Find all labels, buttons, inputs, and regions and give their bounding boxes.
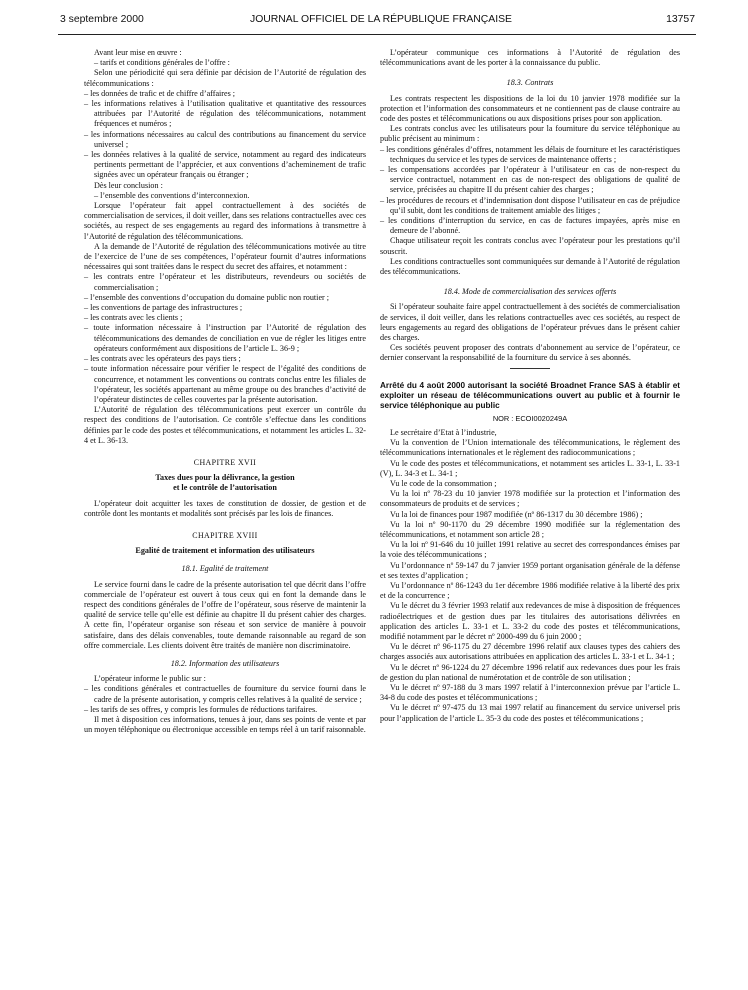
separator: [510, 368, 550, 369]
section-heading: 18.4. Mode de commercialisation des services offerts: [443, 287, 617, 297]
list-item: – les tarifs de ses offres, y compris les formules de réductions tarifaires.: [84, 704, 318, 714]
paragraph: Les contrats conclus avec les utilisateurs pour la fourniture du service téléphonique au public précisent au minimum :: [380, 124, 680, 144]
chapter-title: et le contrôle de l’autorisation: [173, 483, 277, 493]
paragraph: Vu la loi de finances pour 1987 modifiée (nº 86-1317 du 30 décembre 1986) ;: [390, 509, 643, 519]
paragraph: Le service fourni dans le cadre de la présente autorisation tel que décrit dans l’offre commerciale de l’opérateur est ouvert à tous ceux qui en font la demande dans le respect des conditions générales de l’offre de l’opérateur, sous réserve de maintenir la qualité de service telle qu’elle est définie au chapitre II du présent cahier des charges. A cette fin, l’opérateur organise son réseau et son service de manière à pouvoir satisfaire, dans des délais convenables, toute demande raisonnable au regard de son offre commerciale. Les clients doivent être traités de manière non discriminatoire.: [84, 579, 366, 650]
list-item: – l’ensemble des conventions d’interconnexion.: [94, 190, 250, 200]
paragraph: Vu l’ordonnance nº 86-1243 du 1er décembre 1986 modifiée relative à la liberté des prix et de la concurrence ;: [380, 580, 680, 601]
nor-reference: NOR : ECOI0020249A: [492, 413, 568, 423]
paragraph: L’Autorité de régulation des télécommunications peut exercer un contrôle du respect des conditions de l’autorisation. Ce contrôle s’effectue dans les conditions définies par le code des postes et télécommunications, et notamment les articles L. 32-4 et L. 36-13.: [84, 405, 366, 445]
list-item: – toute information nécessaire à l’instruction par l’Autorité de régulation des télécommunications des demandes de conciliation en vue de régler les litiges entre opérateurs conformément aux dispositions de l’article L. 36-9 ;: [84, 323, 366, 353]
paragraph: Vu la loi nº 78-23 du 10 janvier 1978 modifiée sur la protection et l’information des consommateurs de produits et de services ;: [380, 489, 680, 509]
section-heading: 18.2. Information des utilisateurs: [170, 658, 280, 668]
list-item: – les contrats entre l’opérateur et les distributeurs, revendeurs ou sociétés de commercialisation ;: [84, 272, 366, 292]
paragraph: Vu le code de la consommation ;: [390, 478, 497, 488]
paragraph: Vu le code des postes et télécommunications, et notamment ses articles L. 33-1, L. 33-1 (V), L. 34-3 et L. 34-1 ;: [380, 458, 680, 478]
paragraph: L’opérateur communique ces informations à l’Autorité de régulation des télécommunications avant de les porter à la connaissance du public.: [380, 48, 680, 68]
list-item: – les contrats avec les opérateurs des pays tiers ;: [84, 354, 241, 364]
paragraph: Avant leur mise en œuvre :: [94, 48, 182, 57]
paragraph: Vu le décret nº 97-475 du 13 mai 1997 relatif au financement du service universel pris pour l’application de l’article L. 35-3 du code des postes et télécommunications ;: [380, 703, 680, 723]
paragraph: Selon une périodicité qui sera définie par décision de l’Autorité de régulation des télécommunications :: [84, 68, 366, 88]
list-item: – les conventions de partage des infrastructures ;: [84, 303, 243, 313]
list-item: – les conditions générales d’offres, notamment les délais de fourniture et les caractéristiques techniques du service et les types de services de maintenance offerts ;: [380, 144, 680, 164]
chapter-title: Taxes dues pour la délivrance, la gestion: [155, 473, 295, 483]
list-item: – les données relatives à la qualité de service, notamment au regard des indicateurs pertinents permettant de l’apprécier, et aux conventions d’acheminement de trafic signées avec un opérateur français ou étranger ;: [84, 150, 366, 180]
paragraph: Vu la loi nº 90-1170 du 29 décembre 1990 modifiée sur la réglementation des télécommunications, et notamment son article 28 ;: [380, 519, 680, 539]
left-column: [84, 48, 366, 735]
list-item: – tarifs et conditions générales de l’offre :: [94, 58, 230, 68]
paragraph: Ces sociétés peuvent proposer des contrats d’abonnement au service de l’opérateur, ce dernier conservant la responsabilité de la fourniture du service à ses abonnés.: [380, 343, 680, 363]
page-number: 13757: [666, 14, 695, 25]
paragraph: L’opérateur informe le public sur :: [94, 674, 206, 684]
paragraph: Les contrats respectent les dispositions de la loi du 10 janvier 1978 modifiée sur la protection et l’information des consommateurs et ne contiennent pas de clause contraire au code des postes et télécommunications ou aux dispositions prises pour son application.: [380, 93, 680, 124]
paragraph: Le secrétaire d’Etat à l’industrie,: [390, 427, 497, 437]
section-heading: 18.1. Egalité de traitement: [181, 564, 269, 574]
paragraph: Lorsque l’opérateur fait appel contractuellement à des sociétés de commercialisation de services, il doit veiller, dans ses relations contractuelles avec ces sociétés, au respect de ses engagements au regard des informations à transmettre à l’Autorité de régulation des télécommunications.: [84, 201, 366, 241]
list-item: – les informations nécessaires au calcul des contributions au financement du service universel ;: [84, 129, 366, 149]
paragraph: Vu la convention de l’Union internationale des télécommunications, le règlement des télécommunications internationales et le règlement des radiocommunications ;: [380, 438, 680, 458]
list-item: – l’ensemble des conventions d’occupation du domaine public non routier ;: [84, 292, 330, 302]
paragraph: Si l’opérateur souhaite faire appel contractuellement à des sociétés de commercialisation de services, il doit veiller, dans les relations contractuelles avec ces sociétés, au respect de leurs engagements au regard des obligations de l’opérateur prévues dans le présent cahier des charges.: [380, 302, 680, 343]
right-column: [380, 48, 680, 724]
paragraph: Vu le décret du 3 février 1993 relatif aux redevances de mise à disposition de fréquences radioélectriques et de gestion dues par les titulaires des autorisations délivrées en application des articles L. 33-1 et L. 33-2 du code des postes et télécommunications, modifié notamment par le décret nº 2000-499 du 6 juin 2000 ;: [380, 601, 680, 641]
paragraph: Vu le décret nº 96-1175 du 27 décembre 1996 relatif aux clauses types des cahiers des charges associés aux autorisations attribuées en application des articles L. 33-1 et L. 34-1 ;: [380, 642, 680, 662]
paragraph: A la demande de l’Autorité de régulation des télécommunications motivée au titre de l’exercice de l’une de ses compétences, l’opérateur fournit d’autres informations nécessaires qui sont traitées dans le respect du secret des affaires, et notamment :: [84, 241, 366, 272]
header-date: 3 septembre 2000: [60, 14, 144, 25]
list-item: – les données de trafic et de chiffre d’affaires ;: [84, 88, 236, 98]
paragraph: Vu le décret nº 96-1224 du 27 décembre 1996 relatif aux redevances dues pour les frais de gestion du plan national de numérotation et de contrôle de son utilisation ;: [380, 662, 680, 682]
paragraph: Les conditions contractuelles sont communiquées sur demande à l’Autorité de régulation des télécommunications.: [380, 256, 680, 277]
list-item: – toute information nécessaire pour vérifier le respect de l’égalité des conditions de concurrence, et notamment les conventions ou contrats conclus entre les filiales de l’opérateur, les sociétés appartenant au même groupe ou des branches d’activité de l’opérateur distinctes de celles couvertes par la présente autorisation.: [84, 364, 366, 404]
journal-title: JOURNAL OFFICIEL DE LA RÉPUBLIQUE FRANÇAISE: [250, 14, 512, 25]
header-rule: [58, 34, 696, 35]
paragraph: L’opérateur doit acquitter les taxes de constitution de dossier, de gestion et de contrôle dont les montants et modalités sont précisés par les lois de finances.: [84, 498, 366, 518]
paragraph: Il met à disposition ces informations, tenues à jour, dans ses points de vente et par un moyen téléphonique ou électronique accessible en temps réel à un tarif raisonnable.: [84, 714, 366, 735]
list-item: – les compensations accordées par l’opérateur à l’utilisateur en cas de non-respect du service contractuel, notamment en cas de non-respect des obligations de qualité de service, précisées au chapitre II du présent cahier des charges ;: [380, 165, 680, 195]
list-item: – les contrats avec les clients ;: [84, 313, 183, 323]
paragraph: Vu le décret nº 97-188 du 3 mars 1997 relatif à l’interconnexion prévue par l’article L. 34-8 du code des postes et télécommunications ;: [380, 682, 680, 703]
section-heading: 18.3. Contrats: [506, 78, 554, 88]
paragraph: Chaque utilisateur reçoit les contrats conclus avec l’opérateur pour les prestations qu’il souscrit.: [380, 236, 680, 256]
page-header: [60, 14, 695, 30]
list-item: – les conditions d’interruption du service, en cas de factures impayées, après mise en demeure de l’abonné.: [380, 216, 680, 236]
list-item: – les conditions générales et contractuelles de fourniture du service fourni dans le cadre de la présente autorisation, y compris celles relatives à la qualité de service ;: [84, 684, 366, 704]
list-item: – les procédures de recours et d’indemnisation dont dispose l’utilisateur en cas de préjudice qu’il subit, dont les conditions de traitement amiable des litiges ;: [380, 195, 680, 215]
paragraph: Vu l’ordonnance nº 59-147 du 7 janvier 1959 portant organisation générale de la défense et ses textes d’application ;: [380, 560, 680, 580]
chapter-heading: CHAPITRE XVII: [193, 457, 257, 467]
chapter-heading: CHAPITRE XVIII: [192, 530, 258, 540]
decree-title: Arrêté du 4 août 2000 autorisant la société Broadnet France SAS à établir et exploiter un réseau de télécommunications ouvert au public et à fournir le service téléphonique au public: [380, 380, 680, 410]
list-item: – les informations relatives à l’utilisation qualitative et quantitative des ressources attribuées par l’Autorité de régulation des télécommunications, notamment fréquences et numéros ;: [84, 99, 366, 129]
chapter-title: Egalité de traitement et information des utilisateurs: [135, 546, 315, 556]
paragraph: Dès leur conclusion :: [94, 180, 163, 190]
paragraph: Vu la loi nº 91-646 du 10 juillet 1991 relative au secret des correspondances émises par la voie des télécommunications ;: [380, 540, 680, 560]
